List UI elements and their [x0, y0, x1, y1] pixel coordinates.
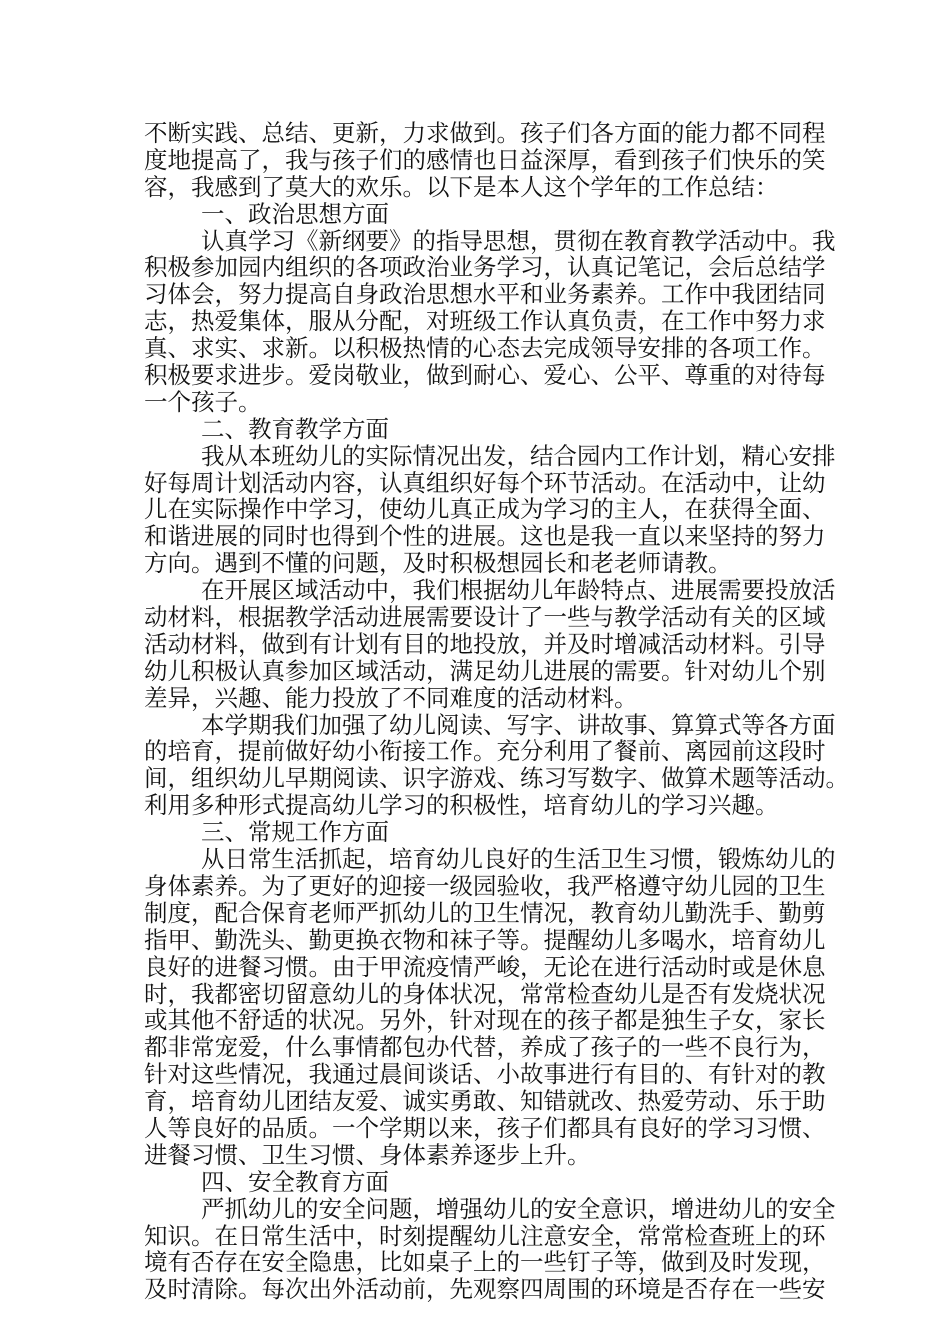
text-line: 或其他不舒适的状况。另外，针对现在的孩子都是独生子女，家长 [144, 1006, 826, 1035]
text-line: 身体素养。为了更好的迎接一级园验收，我严格遵守幼儿园的卫生 [144, 871, 826, 900]
text-line: 动材料，根据教学活动进展需要设计了一些与教学活动有关的区域 [144, 603, 826, 632]
text-line: 在开展区域活动中，我们根据幼儿年龄特点、进展需要投放活 [201, 576, 836, 605]
text-line: 方向。遇到不懂的问题，及时积极想园长和老老师请教。 [144, 549, 732, 578]
text-line: 育，培育幼儿团结友爱、诚实勇敢、知错就改、热爱劳动、乐于助 [144, 1087, 826, 1116]
document-page [144, 119, 849, 1304]
text-line: 进餐习惯、卫生习惯、身体素养逐步上升。 [144, 1140, 591, 1169]
section-heading: 二、教育教学方面 [201, 414, 389, 443]
text-line: 针对这些情况，我通过晨间谈话、小故事进行有目的、有针对的教 [144, 1060, 826, 1089]
text-line: 不断实践、总结、更新，力求做到。孩子们各方面的能力都不同程 [144, 119, 826, 147]
text-line: 时，我都密切留意幼儿的身体状况，常常检查幼儿是否有发烧状况 [144, 979, 826, 1008]
text-line: 指甲、勤洗头、勤更换衣物和袜子等。提醒幼儿多喝水，培育幼儿 [144, 925, 826, 954]
text-line: 都非常宠爱，什么事情都包办代替，养成了孩子的一些不良行为， [144, 1033, 826, 1062]
text-line: 好每周计划活动内容，认真组织好每个环节活动。在活动中，让幼 [144, 468, 826, 497]
text-line: 习体会，努力提高自身政治思想水平和业务素养。工作中我团结同 [144, 280, 826, 309]
text-line: 本学期我们加强了幼儿阅读、写字、讲故事、算算式等各方面 [201, 710, 836, 739]
text-line: 制度，配合保育老师严抓幼儿的卫生情况，教育幼儿勤洗手、勤剪 [144, 898, 826, 927]
text-line: 严抓幼儿的安全问题，增强幼儿的安全意识，增进幼儿的安全 [201, 1194, 836, 1223]
text-line: 积极要求进步。爱岗敬业，做到耐心、爱心、公平、尊重的对待每 [144, 361, 826, 390]
text-line: 儿在实际操作中学习，使幼儿真正成为学习的主人，在获得全面、 [144, 495, 826, 524]
text-line: 和谐进展的同时也得到个性的进展。这也是我一直以来坚持的努力 [144, 522, 826, 551]
text-line: 志，热爱集体，服从分配，对班级工作认真负责，在工作中努力求 [144, 307, 826, 336]
text-line: 容，我感到了莫大的欢乐。以下是本人这个学年的工作总结： [144, 172, 779, 201]
text-line: 真、求实、求新。以积极热情的心态去完成领导安排的各项工作。 [144, 334, 826, 363]
text-line: 及时清除。每次出外活动前，先观察四周围的环境是否存在一些安 [144, 1275, 826, 1304]
text-line: 知识。在日常生活中，时刻提醒幼儿注意安全，常常检查班上的环 [144, 1221, 826, 1250]
text-line: 一个孩子。 [144, 387, 262, 416]
text-line: 幼儿积极认真参加区域活动，满足幼儿进展的需要。针对幼儿个别 [144, 656, 826, 685]
text-line: 境有否存在安全隐患，比如桌子上的一些钉子等，做到及时发现， [144, 1248, 826, 1277]
text-line: 人等良好的品质。一个学期以来，孩子们都具有良好的学习习惯、 [144, 1113, 826, 1142]
text-line: 差异，兴趣、能力投放了不同难度的活动材料。 [144, 683, 638, 712]
text-line: 我从本班幼儿的实际情况出发，结合园内工作计划，精心安排 [201, 441, 836, 470]
text-line: 的培育，提前做好幼小衔接工作。充分利用了餐前、离园前这段时 [144, 737, 826, 766]
text-line: 良好的进餐习惯。由于甲流疫情严峻，无论在进行活动时或是休息 [144, 952, 826, 981]
section-heading: 三、常规工作方面 [201, 818, 389, 847]
text-line: 利用多种形式提高幼儿学习的积极性，培育幼儿的学习兴趣。 [144, 791, 779, 820]
text-line: 积极参加园内组织的各项政治业务学习，认真记笔记，会后总结学 [144, 253, 826, 282]
text-line: 间，组织幼儿早期阅读、识字游戏、练习写数字、做算术题等活动。 [144, 764, 849, 793]
section-heading: 四、安全教育方面 [201, 1167, 389, 1196]
section-heading: 一、政治思想方面 [201, 199, 389, 228]
text-line: 认真学习《新纲要》的指导思想，贯彻在教育教学活动中。我 [201, 226, 836, 255]
text-line: 从日常生活抓起，培育幼儿良好的生活卫生习惯，锻炼幼儿的 [201, 845, 836, 874]
text-line: 活动材料，做到有计划有目的地投放，并及时增减活动材料。引导 [144, 629, 826, 658]
text-line: 度地提高了，我与孩子们的感情也日益深厚，看到孩子们快乐的笑 [144, 145, 826, 174]
